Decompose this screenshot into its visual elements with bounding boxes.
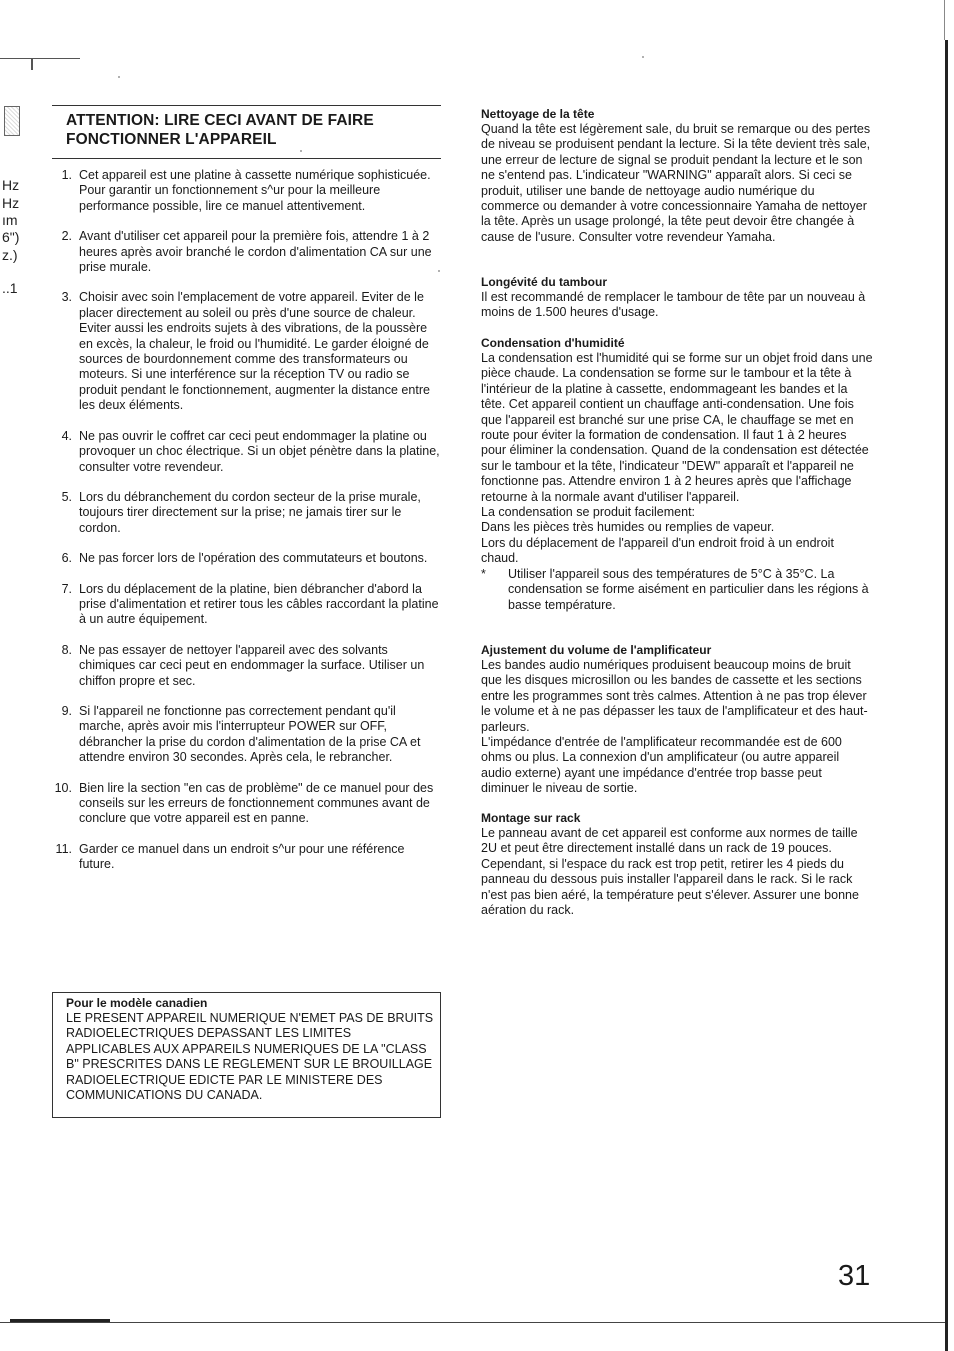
list-item-text: Garder ce manuel dans un endroit s^ur pour une référence future.: [79, 841, 405, 872]
top-left-scan-line: [0, 58, 80, 59]
notice-heading: Pour le modèle canadien: [66, 996, 208, 1010]
list-item-text: Choisir avec soin l'emplacement de votre appareil. Eviter de le placer directement au soleil ou près d'une source de chaleur. Eviter aussi les endroits sujets à des vibrations, de la poussère en excès, la chaleur, le froid ou l'humidité. Le garder éloigné de sources de bourdonnement comme des transformateurs ou moteurs. Si une interférence sur la réception TV ou radio se produit pendant le fonctionnement, augmenter la distance entre les deux éléments.: [79, 290, 430, 413]
list-item-text: Ne pas forcer lors de l'opération des commutateurs et boutons.: [79, 551, 428, 566]
bullet-item: [481, 567, 873, 613]
list-item: [50, 229, 442, 275]
notice-body: LE PRESENT APPAREIL NUMERIQUE N'EMET PAS DE BRUITS RADIOELECTRIQUES DEPASSANT LES LIMITES APPLICABLES AUX APPAREILS NUMERIQUES DE LA "CLASS B" PRESCRITES DANS LE REGLEMENT SUR LE BROUILLAGE RADIOELECTRIQUE EDICTE PAR LE MINISTERE DES COMMUNICATIONS DU CANADA.: [66, 1011, 434, 1103]
section-body: Il est recommandé de remplacer le tambour de tête par un nouveau à moins de 1.500 heures d'usage.: [481, 290, 866, 320]
bottom-left-scan-mark: [10, 1319, 110, 1322]
title-rule-top: [52, 105, 441, 106]
top-left-scan-tick: [31, 58, 33, 70]
speck: [642, 56, 644, 58]
list-item-text: Cet appareil est une platine à cassette numérique sophisticuée. Pour garantir un fonctionnement s^ur pour la meilleure performance possible, lire ce manuel attentivement.: [79, 168, 431, 213]
list-item-number: 7.: [61, 581, 72, 596]
bottom-scan-line: [0, 1322, 945, 1323]
list-item-text: Avant d'utiliser cet appareil pour la première fois, attendre 1 à 2 heures après avoir branché le cordon d'alimentation CA sur une prise murale.: [79, 229, 432, 275]
page-number: 31: [838, 1260, 871, 1292]
section-heading: Condensation d'humidité: [481, 336, 625, 350]
margin-box-artifact: [4, 106, 20, 136]
section-nettoyage: [481, 107, 873, 245]
list-item-text: Lors du déplacement de la platine, bien débrancher d'abord la prise d'alimentation et retirer tous les câbles raccordant la platine à un autre équipement.: [79, 581, 439, 627]
list-item: [50, 490, 442, 536]
list-item-number: 10.: [54, 780, 72, 795]
list-item: [50, 781, 442, 827]
list-item-number: 1.: [61, 168, 72, 182]
title-rule-bottom: [52, 158, 441, 159]
section-montage: [481, 811, 873, 918]
list-item-text: Si l'appareil ne fonctionne pas correctement pendant qu'il marche, après avoir mis l'interrupteur POWER sur OFF, débrancher la prise du cordon d'alimentation de la prise CA et attendre environ 30 secondes. Après cela, le rebrancher.: [79, 703, 421, 765]
list-item-number: 8.: [61, 642, 72, 657]
speck: [118, 76, 120, 78]
section-heading: Montage sur rack: [481, 811, 581, 825]
list-item: [50, 551, 442, 566]
list-item-text: Ne pas ouvrir le coffret car ceci peut endommager la platine ou provoquer un choc électrique. Si un objet pénètre dans la platine, consulter votre revendeur.: [79, 428, 440, 474]
list-item-number: 9.: [61, 703, 72, 718]
list-item-text: Bien lire la section "en cas de problème" de ce manuel pour des conseils sur les erreurs de fonctionnement communes avant de conclure que votre appareil est en panne.: [79, 780, 434, 826]
section-heading: Nettoyage de la tête: [481, 107, 595, 121]
right-edge-scan-line: [945, 40, 948, 1351]
list-item: [50, 582, 442, 628]
margin-fragment: Hz: [2, 177, 20, 193]
list-item-number: 4.: [61, 428, 72, 443]
list-item: [50, 842, 442, 873]
right-edge-scan-top: [944, 0, 945, 40]
list-item-number: 11.: [55, 841, 72, 856]
section-ajustement: [481, 643, 873, 797]
list-item-number: 6.: [61, 551, 72, 566]
section-body: Dans les pièces très humides ou remplies de vapeur.: [481, 520, 775, 535]
margin-fragment: ım: [2, 212, 18, 228]
list-item: [50, 704, 442, 766]
section-longevite: [481, 275, 873, 321]
list-item: [50, 643, 442, 689]
list-item: [50, 429, 442, 475]
section-condensation: [481, 336, 873, 613]
section-body: Les bandes audio numériques produisent beaucoup moins de bruit que les disques microsillon ou les bandes de cassette et les sections entre les programmes sont très calmes. Attention à ne pas trop élever le volume et à ne pas dépasser les taux de l'amplificateur et des haut-parleurs.: [481, 658, 868, 734]
section-body: L'impédance d'entrée de l'amplificateur recommandée est de 600 ohms ou plus. La connexion d'un amplificateur (ou autre appareil audio externe) ayant une impédance d'entrée trop basse peut diminuer le niveau de sortie.: [481, 735, 842, 796]
canadian-notice-box: [52, 992, 441, 1118]
margin-fragment: Hz: [2, 195, 20, 211]
section-body: Lors du déplacement de l'appareil d'un endroit froid à un endroit chaud.: [481, 535, 834, 566]
margin-fragment: z.): [2, 247, 18, 263]
speck: [300, 150, 302, 152]
list-item-number: 3.: [61, 290, 72, 305]
margin-fragment: 6"): [2, 229, 20, 245]
list-item-number: 5.: [61, 489, 72, 504]
margin-fragment: ..1: [2, 280, 18, 296]
section-body: La condensation est l'humidité qui se forme sur un objet froid dans une pièce chaude. La condensation se forme sur le tambour et la tête à l'intérieur de la platine à cassette, endommageant les bandes et la tête. Cet appareil contient un chauffage anti-condensation. Une fois que l'appareil est branché sur une prise CA, le chauffage se met en route pour éviter la formation de condensation. Il faut 1 à 2 heures pour éliminer la condensation. Quand de la condensation est détectée sur le tambour et la tête, l'indicateur "DEW" apparaît et l'appareil ne fonctionne pas. Attendre environ 1 à 2 heures après que l'affichage retourne à la normale avant d'utiliser l'appareil.: [481, 351, 873, 504]
list-item-number: 2.: [61, 229, 72, 244]
list-item: [50, 290, 442, 413]
bullet-star: *: [481, 566, 486, 581]
bullet-text: Utiliser l'appareil sous des températures de 5°C à 35°C. La condensation se forme aisément en particulier dans les régions à basse température.: [508, 566, 869, 612]
page-title: ATTENTION: LIRE CECI AVANT DE FAIRE FONCTIONNER L'APPAREIL: [66, 112, 374, 148]
section-body: Le panneau avant de cet appareil est conforme aux normes de taille 2U et peut être directement installé dans un rack de 19 pouces. Cependant, si l'espace du rack est trop petit, retirer les 4 pieds du panneau du dessous puis installer l'appareil dans le rack. Si le rack n'est pas bien aéré, la température peut s'élever. Assurer une bonne aération du rack.: [481, 826, 859, 918]
section-body: La condensation se produit facilement:: [481, 505, 696, 520]
list-item: [50, 168, 442, 214]
list-item-text: Lors du débranchement du cordon secteur de la prise murale, toujours tirer directement sur la prise; ne jamais tirer sur le cordon.: [79, 489, 421, 535]
section-heading: Ajustement du volume de l'amplificateur: [481, 643, 712, 657]
section-heading: Longévité du tambour: [481, 275, 607, 289]
section-body: Quand la tête est légèrement sale, du bruit se remarque ou des pertes de niveau se produisent pendant la lecture. Si la tête devient très sale, une erreur de lecture de signal se produit pendant la lecture et le son ne s'entend pas. L'indicateur "WARNING" apparaît alors. Si ceci se produit, utiliser une bande de nettoyage audio numérique du commerce ou demander à votre concessionnaire Yamaha de nettoyer la tête. Après un usage prolongé, la tête peut devoir être changée à cause de l'usure. Consulter votre revendeur Yamaha.: [481, 122, 871, 244]
list-item-text: Ne pas essayer de nettoyer l'appareil avec des solvants chimiques car ceci peut en endommager la surface. Utiliser un chiffon propre et sec.: [79, 642, 425, 688]
instruction-list: [50, 168, 442, 873]
